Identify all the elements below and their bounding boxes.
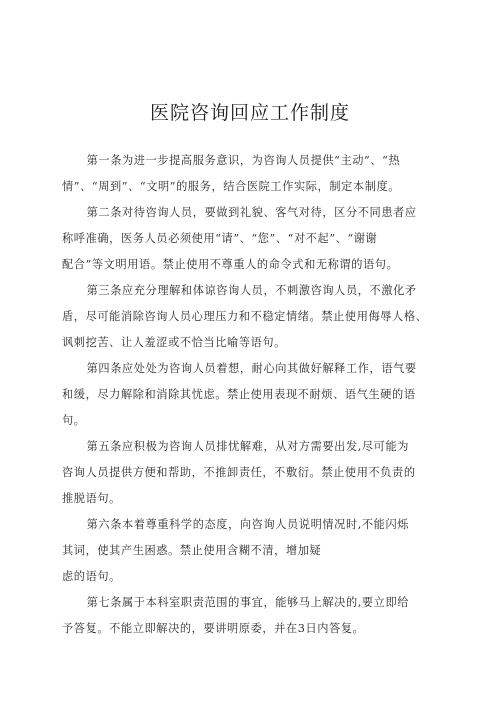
document-title: 医院咨询回应工作制度: [149, 102, 350, 124]
paragraph-line: 第三条应充分理解和体谅咨询人员，不刺激咨询人员，不激化矛: [86, 284, 417, 297]
paragraph-line: 称呼准确，医务人员必须使用“请”、“您”、“对不起”、“谢谢: [62, 232, 378, 245]
paragraph-line: 推脱语句。: [62, 492, 121, 505]
document-body: [62, 148, 442, 642]
paragraph-line: 句。: [62, 414, 86, 427]
paragraph-line: 第七条属于本科室职责范围的事宜，能够马上解决的,要立即给: [86, 596, 410, 609]
article-3: [62, 278, 442, 356]
paragraph-line: 第一条为进一步提高服务意识，为咨询人员提供“主动”、“热: [86, 154, 401, 167]
article-2: [62, 200, 442, 278]
article-1: [62, 148, 442, 200]
article-6: [62, 512, 442, 590]
paragraph-line: 虑的语句。: [62, 570, 121, 583]
paragraph-line: 讽刺挖苦、让人羞涩或不恰当比喻等语句。: [62, 336, 286, 349]
article-7: [62, 590, 442, 642]
paragraph-line: 予答复。不能立即解决的，要讲明原委，并在3日内答复。: [62, 622, 365, 635]
paragraph-line: 配合”等文明用语。禁止使用不尊重人的命令式和无称谓的语句。: [62, 258, 399, 271]
paragraph-line: 第二条对待咨询人员，要做到礼貌、客气对待，区分不同患者应: [86, 206, 417, 219]
article-5: [62, 434, 442, 512]
paragraph-line: 第五条应积极为咨询人员排忧解难，从对方需要出发,尽可能为: [86, 440, 410, 453]
paragraph-line: 第六条本着尊重科学的态度，向咨询人员说明情况时,不能闪烁: [86, 518, 410, 531]
paragraph-line: 咨询人员提供方便和帮助，不推卸责任，不敷衍。禁止使用不负责的: [62, 466, 416, 479]
paragraph-line: 情”、“周到”、“文明”的服务，结合医院工作实际，制定本制度。: [62, 180, 401, 193]
article-4: [62, 356, 442, 434]
paragraph-line: 和缓，尽力解除和消除其忧虑。禁止使用表现不耐烦、语气生硬的语: [62, 388, 416, 401]
paragraph-line: 其词，使其产生困惑。禁止使用含糊不清，增加疑: [62, 544, 322, 557]
paragraph-line: 第四条应处处为咨询人员着想，耐心向其做好解释工作，语气要: [86, 362, 417, 375]
paragraph-line: 盾，尽可能消除咨询人员心理压力和不稳定情绪。禁止使用侮辱人格、: [62, 310, 428, 323]
